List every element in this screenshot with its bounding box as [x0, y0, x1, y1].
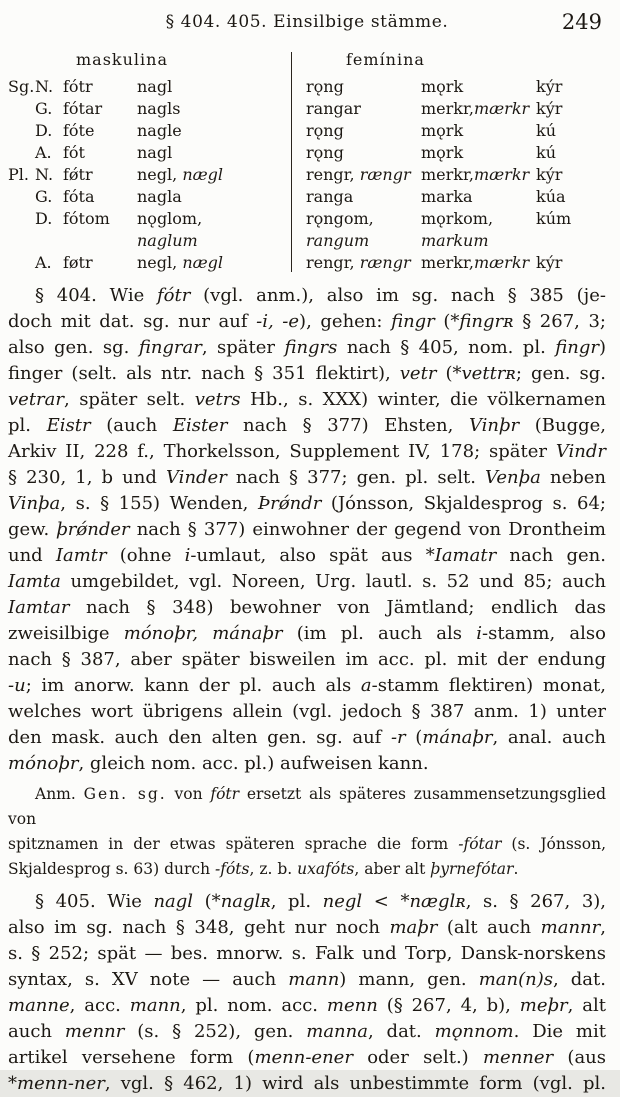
text-segment: , vgl. § 462, 1) wird als unbestimmte form (vgl. pl. — [104, 1073, 606, 1094]
text-segment: mǫrk — [421, 77, 464, 96]
paradigm-cell — [137, 120, 291, 142]
case-label: D. — [35, 209, 53, 228]
page-number: 249 — [561, 10, 602, 34]
text-segment: also im sg. nach § 348, geht nur noch — [8, 917, 390, 938]
text-segment: mann — [288, 969, 340, 990]
paradigm-cell — [421, 230, 536, 252]
text-segment: Þrǿndr — [257, 493, 322, 514]
text-segment: § 230, 1, b und — [8, 467, 166, 488]
paradigm-cell — [536, 76, 606, 98]
text-segment: Iamta — [8, 571, 61, 592]
text-segment: von — [166, 785, 211, 803]
text-segment: zweisilbige — [8, 623, 124, 644]
text-segment: (aus — [553, 1047, 607, 1068]
text-segment: Eistr — [46, 415, 91, 436]
paradigm-cell — [137, 164, 291, 186]
case-label: Pl. N. — [8, 165, 54, 184]
paradigm-cell — [63, 230, 137, 252]
text-segment: nagle — [137, 121, 182, 140]
text-line — [8, 1071, 606, 1097]
paradigm-cell — [63, 208, 137, 230]
text-segment: , pl. — [270, 891, 323, 912]
text-segment: nægl — [182, 253, 224, 272]
text-segment: doch mit dat. sg. nur auf — [8, 311, 257, 332]
text-segment: rangum — [306, 231, 370, 250]
text-segment: nægl — [182, 165, 224, 184]
text-line — [8, 751, 606, 777]
text-segment: þrǿnder — [56, 519, 130, 540]
text-segment: Eister — [172, 415, 228, 436]
text-segment: rængr — [359, 253, 411, 272]
paradigm-cell — [63, 252, 137, 274]
text-segment: negl, — [137, 253, 183, 272]
text-segment: menn-ener — [254, 1047, 353, 1068]
text-segment: spitznamen in der etwas späteren sprache die form — [8, 835, 459, 853]
text-segment: kýr — [536, 165, 563, 184]
text-segment: negl — [322, 891, 363, 912]
text-segment: § 404. Wie — [35, 285, 158, 306]
text-segment: umgebildet, vgl. Noreen, Urg. lautl. s. 52 und 85; auch — [60, 571, 606, 592]
text-segment: gew. — [8, 519, 57, 540]
text-segment: , acc. — [69, 995, 130, 1016]
text-line — [8, 413, 606, 439]
text-line — [8, 967, 606, 993]
text-line — [8, 993, 606, 1019]
text-segment: (s. § 252), gen. — [124, 1021, 307, 1042]
text-segment: , z. b. — [249, 860, 298, 878]
text-segment: (§ 267, 4, b), — [377, 995, 520, 1016]
text-segment: næglʀ — [409, 891, 466, 912]
text-segment: i — [184, 545, 191, 566]
paradigm-cell — [291, 252, 421, 274]
text-line — [8, 699, 606, 725]
text-segment: mǫrk — [421, 143, 464, 162]
masculine-column-heading: maskulina — [76, 50, 168, 69]
text-segment: Anm. — [35, 785, 84, 803]
paradigm-cell — [291, 186, 421, 208]
paradigm-cell — [536, 230, 606, 252]
running-header-title: § 404. 405. Einsilbige stämme. — [165, 12, 449, 32]
text-segment: mærkr — [473, 253, 530, 272]
text-segment: welches wort übrigens allein (vgl. jedoch § 387 anm. 1) unter — [8, 701, 606, 722]
text-segment: manna — [306, 1021, 368, 1042]
text-segment: -u — [8, 675, 26, 696]
text-segment: ), gehen: — [299, 311, 392, 332]
text-segment: * — [8, 1073, 17, 1094]
text-segment: (Jónsson, Skjaldesprog s. 64; — [321, 493, 606, 514]
text-segment: Gen. sg. — [83, 785, 167, 803]
paradigm-cell — [137, 142, 291, 164]
case-label — [8, 230, 63, 252]
paradigm-cell — [63, 164, 137, 186]
text-segment: oder selt.) — [352, 1047, 483, 1068]
text-segment: (ohne — [106, 545, 185, 566]
text-segment: , s. § 267, 3), — [465, 891, 607, 912]
text-segment: , alt — [567, 995, 606, 1016]
text-segment: kýr — [536, 77, 563, 96]
text-segment: . Die mit — [513, 1021, 606, 1042]
text-segment: ranga — [306, 187, 354, 206]
paradigm-cell — [291, 142, 421, 164]
text-segment: . — [513, 860, 519, 878]
paradigm-cell — [421, 164, 536, 186]
text-segment: mánaþr — [422, 727, 493, 748]
text-line — [8, 915, 606, 941]
paradigm-cell — [137, 98, 291, 120]
paradigm-cell — [421, 142, 536, 164]
text-segment: i — [476, 623, 483, 644]
text-segment: § 267, 3; — [513, 311, 606, 332]
text-segment: nach § 377; gen. pl. selt. — [226, 467, 486, 488]
text-segment: § 405. Wie — [35, 891, 154, 912]
text-segment: marka — [421, 187, 473, 206]
paradigm-cell — [421, 208, 536, 230]
paradigm-cell — [137, 76, 291, 98]
paradigm-cell — [291, 208, 421, 230]
text-block — [8, 283, 606, 1097]
text-segment: fótr — [63, 77, 93, 96]
text-segment: nach § 405, nom. pl. — [337, 337, 556, 358]
text-line — [8, 283, 606, 309]
text-segment: fótr — [210, 785, 240, 803]
column-divider-rule — [291, 52, 292, 272]
text-segment: mónoþr — [8, 753, 79, 774]
text-segment: (* — [193, 891, 221, 912]
text-segment: , gleich nom. acc. pl.) aufweisen kann. — [78, 753, 429, 774]
paradigm-cell — [63, 98, 137, 120]
text-segment: den mask. auch den alten gen. sg. auf — [8, 727, 391, 748]
text-segment: (* — [434, 311, 460, 332]
paragraph — [8, 283, 606, 777]
text-segment: mann — [129, 995, 181, 1016]
text-segment: Iamtar — [8, 597, 70, 618]
text-segment: nach § 387, aber später bisweilen im acc. pl. mit der endung — [8, 649, 606, 670]
text-segment: fingrʀ — [459, 311, 514, 332]
text-segment: Vinder — [166, 467, 227, 488]
text-segment: maþr — [389, 917, 438, 938]
declension-table — [8, 50, 606, 274]
paradigm-cell — [137, 186, 291, 208]
paradigm-cell — [536, 208, 606, 230]
paradigm-cell — [536, 164, 606, 186]
paragraph — [8, 782, 606, 882]
text-segment: , dat. — [552, 969, 606, 990]
text-segment: ersetzt als späteres zusammensetzungsglied von — [8, 785, 606, 828]
page-header — [8, 12, 606, 38]
text-segment: menner — [482, 1047, 554, 1068]
paradigm-cell — [63, 186, 137, 208]
text-segment: mærkr — [473, 165, 530, 184]
text-segment: nach § 377) einwohner der gegend von Drontheim — [129, 519, 607, 540]
text-segment: Vinþa — [8, 493, 61, 514]
text-segment: føtr — [63, 253, 93, 272]
text-segment: Hb., s. XXX) winter, die völkernamen — [240, 389, 606, 410]
text-line — [8, 673, 606, 699]
text-segment: fingrar — [138, 337, 202, 358]
text-line — [8, 309, 606, 335]
text-segment: neben — [540, 467, 607, 488]
text-segment: nǫglom, — [137, 209, 203, 228]
paradigm-cell — [291, 230, 421, 252]
text-segment: pl. — [8, 415, 47, 436]
text-segment: , s. § 155) Wenden, — [60, 493, 258, 514]
table-row — [8, 142, 606, 164]
text-segment: und — [8, 545, 56, 566]
text-segment: manne — [8, 995, 70, 1016]
paradigm-cell — [291, 120, 421, 142]
text-segment: nach § 348) bewohner von Jämtland; endlich das — [69, 597, 606, 618]
text-segment: finger (selt. als ntr. nach § 351 flektirt), — [8, 363, 400, 384]
paradigm-cell — [536, 120, 606, 142]
table-row — [8, 164, 606, 186]
text-line — [8, 595, 606, 621]
text-segment: ; im anorw. kann der pl. auch als — [25, 675, 361, 696]
text-segment: uxafóts — [297, 860, 355, 878]
text-segment: (Bugge, — [519, 415, 606, 436]
table-row — [8, 98, 606, 120]
text-segment: auch — [8, 1021, 65, 1042]
text-segment: markum — [421, 231, 489, 250]
paradigm-cell — [63, 76, 137, 98]
paradigm-cell — [291, 76, 421, 98]
text-segment: , später selt. — [64, 389, 195, 410]
text-segment: fingr — [555, 337, 599, 358]
text-segment: naglum — [137, 231, 198, 250]
text-segment: kú — [536, 143, 556, 162]
text-segment: nach gen. — [496, 545, 607, 566]
text-segment: (alt auch — [437, 917, 541, 938]
text-segment: a — [360, 675, 372, 696]
text-segment: kúa — [536, 187, 566, 206]
table-row — [8, 76, 606, 98]
text-segment: -umlaut, also spät aus * — [190, 545, 435, 566]
paradigm-cell — [421, 98, 536, 120]
text-segment: rangar — [306, 99, 361, 118]
paradigm-cell — [421, 120, 536, 142]
text-segment: rengr, — [306, 165, 360, 184]
text-segment: nagl — [137, 143, 173, 162]
text-segment: also gen. sg. — [8, 337, 139, 358]
text-segment: (auch — [90, 415, 173, 436]
text-line — [8, 832, 606, 857]
text-segment: nagls — [137, 99, 181, 118]
paradigm-cell — [421, 252, 536, 274]
text-segment: fóte — [63, 121, 95, 140]
text-segment: vetr — [399, 363, 437, 384]
text-segment: vetrar — [8, 389, 64, 410]
text-segment: fingr — [391, 311, 435, 332]
case-label: A. — [35, 143, 52, 162]
text-line — [8, 387, 606, 413]
table-row — [8, 208, 606, 230]
text-segment: merkr, — [421, 165, 474, 184]
text-segment: (im pl. auch als — [282, 623, 477, 644]
text-line — [8, 517, 606, 543]
table-row — [8, 252, 606, 274]
paradigm-cell — [291, 164, 421, 186]
text-segment: meþr — [519, 995, 568, 1016]
text-segment: rǫngom, — [306, 209, 374, 228]
text-segment: kúm — [536, 209, 572, 228]
feminine-column-heading: femínina — [346, 50, 425, 69]
text-line — [8, 1045, 606, 1071]
text-segment: merkr, — [421, 253, 474, 272]
text-segment: rǫng — [306, 143, 344, 162]
text-segment: kýr — [536, 253, 563, 272]
text-line — [8, 857, 606, 882]
text-segment: kú — [536, 121, 556, 140]
text-segment: Vindr — [555, 441, 606, 462]
text-line — [8, 361, 606, 387]
case-label: Sg.N. — [8, 77, 54, 96]
text-segment: mǫrk — [421, 121, 464, 140]
text-line — [8, 889, 606, 915]
paradigm-cell — [536, 142, 606, 164]
text-segment: (s. Jónsson, — [501, 835, 606, 853]
text-line — [8, 941, 606, 967]
text-segment: , später — [201, 337, 285, 358]
table-row — [8, 186, 606, 208]
text-segment: -stamm, also — [482, 623, 606, 644]
text-segment: Iamtr — [55, 545, 107, 566]
text-segment: mærkr — [473, 99, 530, 118]
text-line — [8, 465, 606, 491]
text-segment: fót — [63, 143, 85, 162]
text-segment: -fótar — [458, 835, 502, 853]
text-segment: menn-ner — [17, 1073, 105, 1094]
text-segment: Iamatr — [434, 545, 497, 566]
text-segment: syntax, s. XV note — auch — [8, 969, 289, 990]
paradigm-cell — [137, 230, 291, 252]
text-segment: , — [600, 917, 606, 938]
text-segment: nagl — [153, 891, 194, 912]
text-segment: -r — [390, 727, 406, 748]
text-line — [8, 621, 606, 647]
text-segment: mónoþr, mánaþr — [123, 623, 283, 644]
text-segment: ) mann, gen. — [339, 969, 479, 990]
paradigm-cell — [536, 186, 606, 208]
text-segment: mennr — [64, 1021, 125, 1042]
text-segment: ; gen. sg. — [515, 363, 607, 384]
text-segment: -i, -e — [256, 311, 300, 332]
text-segment: þyrnefótar — [430, 860, 514, 878]
text-line — [8, 1019, 606, 1045]
text-segment: nach § 377) Ehsten, — [227, 415, 469, 436]
text-segment: mǫnnom — [434, 1021, 514, 1042]
text-segment: merkr, — [421, 99, 474, 118]
text-segment: fǿtr — [63, 165, 93, 184]
text-segment: , pl. nom. acc. — [180, 995, 327, 1016]
text-segment: ( — [405, 727, 423, 748]
paradigm-rows — [8, 76, 606, 274]
text-segment: fótar — [63, 99, 103, 118]
text-segment: < * — [362, 891, 410, 912]
text-segment: , dat. — [367, 1021, 435, 1042]
text-segment: nagl — [137, 77, 173, 96]
text-segment: vetrs — [194, 389, 241, 410]
text-segment: naglʀ — [220, 891, 271, 912]
text-segment: Arkiv II, 228 f., Thorkelsson, Supplement IV, 178; später — [8, 441, 556, 462]
paradigm-cell — [63, 120, 137, 142]
text-segment: rǫng — [306, 121, 344, 140]
case-label: G. — [35, 187, 53, 206]
text-line — [8, 569, 606, 595]
text-segment: , aber alt — [354, 860, 431, 878]
text-segment: fingrs — [284, 337, 338, 358]
text-segment: mǫrkom, — [421, 209, 494, 228]
text-segment: fóta — [63, 187, 95, 206]
text-segment: (* — [436, 363, 462, 384]
text-line — [8, 647, 606, 673]
text-line — [8, 725, 606, 751]
text-segment: vettrʀ — [461, 363, 516, 384]
text-segment: , anal. auch — [492, 727, 606, 748]
paradigm-cell — [291, 98, 421, 120]
text-segment: rengr, — [306, 253, 360, 272]
paradigm-cell — [536, 98, 606, 120]
text-segment: Venþa — [485, 467, 541, 488]
text-line — [8, 543, 606, 569]
text-line — [8, 335, 606, 361]
text-segment: mannr — [540, 917, 601, 938]
text-segment: nagla — [137, 187, 182, 206]
text-segment: man(n)s — [478, 969, 553, 990]
text-segment: (vgl. anm.), also im sg. nach § 385 (je- — [190, 285, 606, 306]
text-segment: fótom — [63, 209, 110, 228]
paradigm-cell — [421, 76, 536, 98]
text-segment: negl, — [137, 165, 183, 184]
text-segment: s. § 252; spät — bes. mnorw. s. Falk und Torp, Dansk-norskens — [8, 943, 606, 964]
text-segment: ) — [598, 337, 607, 358]
text-segment: menn — [326, 995, 378, 1016]
table-row — [8, 120, 606, 142]
table-column-headings — [8, 50, 606, 76]
case-label: A. — [35, 253, 52, 272]
paradigm-cell — [536, 252, 606, 274]
table-row — [8, 230, 606, 252]
paragraph — [8, 889, 606, 1097]
case-label: D. — [35, 121, 53, 140]
text-segment: -fóts — [215, 860, 250, 878]
paradigm-cell — [63, 142, 137, 164]
paradigm-cell — [137, 252, 291, 274]
text-segment: -stamm flektiren) monat, — [371, 675, 607, 696]
text-segment: kýr — [536, 99, 563, 118]
text-segment: rængr — [359, 165, 411, 184]
paradigm-cell — [137, 208, 291, 230]
text-segment: fótr — [157, 285, 191, 306]
text-line — [8, 491, 606, 517]
text-segment: Vinþr — [468, 415, 520, 436]
text-segment: rǫng — [306, 77, 344, 96]
paradigm-cell — [421, 186, 536, 208]
text-line — [8, 439, 606, 465]
text-segment: Skjaldesprog s. 63) durch — [8, 860, 215, 878]
case-label: G. — [35, 99, 53, 118]
text-line — [8, 782, 606, 832]
text-segment: artikel versehene form ( — [8, 1047, 255, 1068]
